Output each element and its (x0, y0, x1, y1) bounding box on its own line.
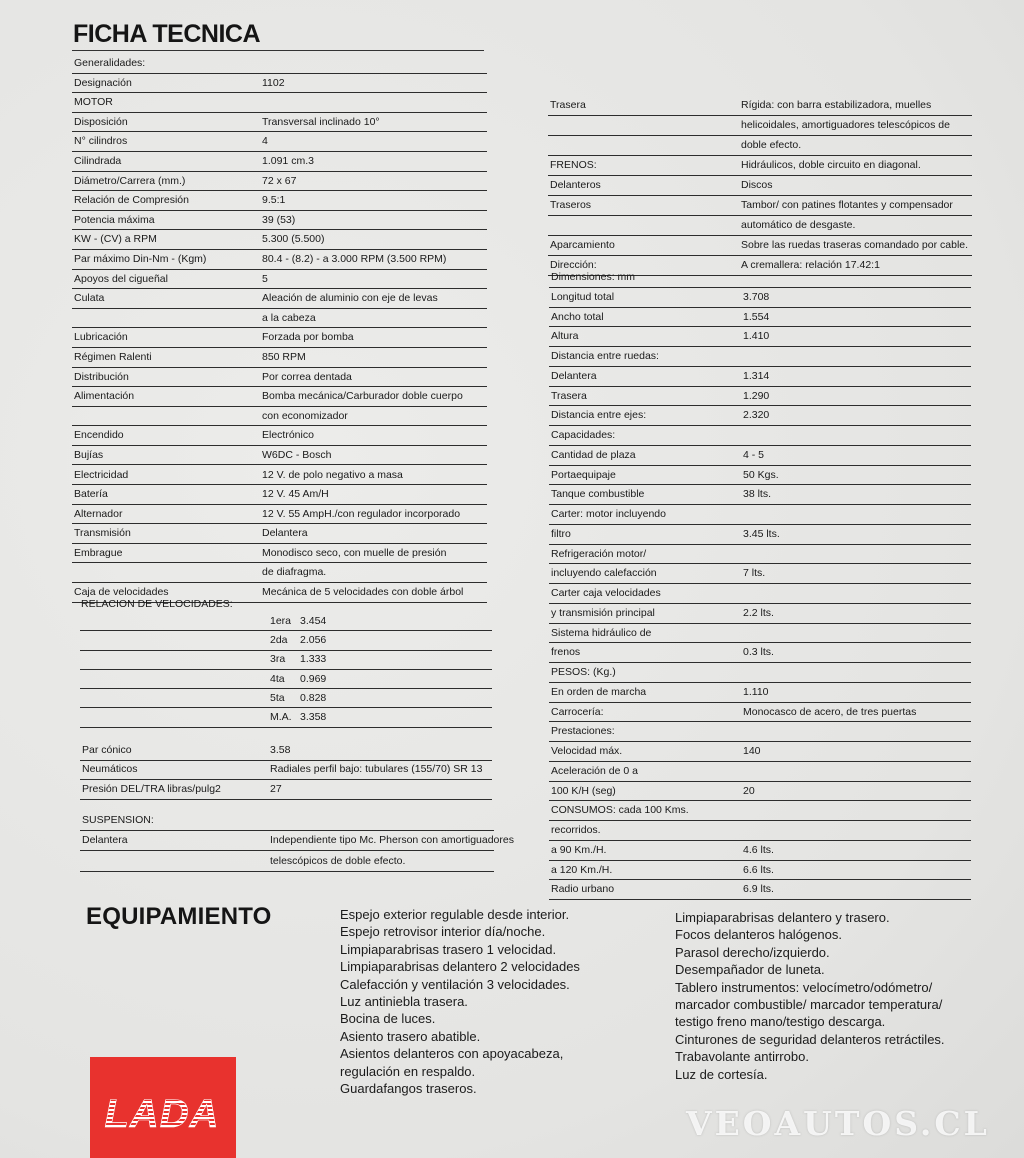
spec-value: 20 (743, 784, 755, 797)
spec-row (80, 761, 492, 781)
spec-value: 80.4 - (8.2) - a 3.000 RPM (3.500 RPM) (262, 252, 447, 265)
spec-row (72, 250, 487, 270)
spec-label: PESOS: (Kg.) (551, 666, 616, 679)
spec-row (72, 270, 487, 290)
spec-label: a 90 Km./H. (551, 843, 607, 856)
spec-row (72, 485, 487, 505)
spec-value: 850 RPM (262, 350, 306, 363)
gear-ratios-table (80, 612, 492, 728)
spec-value: doble efecto. (741, 139, 802, 152)
gear-name: 5ta (270, 691, 285, 704)
spec-row (548, 96, 972, 116)
spec-row (72, 387, 487, 407)
spec-value: 1.091 cm.3 (262, 155, 314, 168)
spec-row (80, 780, 492, 800)
spec-row (72, 446, 487, 466)
spec-row (72, 328, 487, 348)
spec-label: Capacidades: (551, 429, 616, 442)
spec-value: 3.708 (743, 290, 770, 303)
spec-value: 12 V. de polo negativo a masa (262, 468, 403, 481)
spec-row (549, 604, 971, 624)
equipment-item: Calefacción y ventilación 3 velocidades. (340, 976, 570, 992)
spec-label: En orden de marcha (551, 685, 647, 698)
spec-row (548, 196, 972, 216)
spec-row (549, 485, 971, 505)
spec-label: Caja de velocidades (74, 586, 169, 599)
watermark: VEOAUTOS.CL (686, 1104, 990, 1143)
spec-label: Prestaciones: (551, 725, 615, 738)
spec-value: 0.3 lts. (743, 646, 774, 659)
spec-label: Lubricación (74, 331, 128, 344)
spec-label: Tanque combustible (551, 488, 645, 501)
spec-label: N° cilindros (74, 135, 128, 148)
spec-value: W6DC - Bosch (262, 448, 332, 461)
spec-row (72, 113, 487, 133)
spec-value: 6.6 lts. (743, 863, 774, 876)
spec-value: con economizador (262, 409, 348, 422)
spec-value: Monodisco seco, con muelle de presión (262, 546, 447, 559)
spec-label: Traseros (550, 199, 592, 212)
spec-value: Delantera (262, 527, 308, 540)
equipment-item: Limpiaparabrisas trasero 1 velocidad. (340, 941, 557, 957)
spec-row (549, 466, 971, 486)
spec-value: 5 (262, 272, 268, 285)
gear-ratio: 0.828 (300, 691, 327, 704)
spec-row (72, 544, 487, 564)
spec-label: Batería (74, 488, 108, 501)
gear-row (80, 612, 492, 631)
spec-label: MOTOR (74, 96, 113, 109)
spec-label: SUSPENSION: (82, 813, 154, 826)
equipment-item: Limpiaparabrisas delantero y trasero. (675, 910, 890, 925)
spec-label: Longitud total (551, 290, 615, 303)
spec-row (549, 545, 971, 565)
spec-value: 39 (53) (262, 213, 296, 226)
spec-label: incluyendo calefacción (551, 567, 657, 580)
spec-label: 100 K/H (seg) (551, 784, 616, 797)
spec-label: y transmisión principal (551, 606, 655, 619)
spec-label: Distancia entre ruedas: (551, 350, 659, 363)
spec-row (549, 347, 971, 367)
spec-label: Dirección: (550, 259, 597, 272)
spec-value: 12 V. 55 AmpH./con regulador incorporado (262, 507, 461, 520)
spec-row (549, 564, 971, 584)
gear-row (80, 670, 492, 689)
spec-row (80, 741, 492, 761)
spec-row (549, 683, 971, 703)
spec-label: Carter: motor incluyendo (551, 508, 666, 521)
spec-label: Embrague (74, 546, 123, 559)
spec-row (549, 268, 971, 288)
spec-row (72, 368, 487, 388)
spec-value: 4 - 5 (743, 448, 765, 461)
spec-label: Alimentación (74, 390, 135, 403)
spec-row (549, 505, 971, 525)
spec-value: Monocasco de acero, de tres puertas (743, 705, 917, 718)
equipment-item: Espejo retrovisor interior día/noche. (340, 924, 546, 940)
equipment-item: testigo freno mano/testigo descarga. (675, 1014, 886, 1030)
spec-label: CONSUMOS: cada 100 Kms. (551, 804, 689, 817)
spec-row (548, 216, 972, 236)
spec-label: Distribución (74, 370, 129, 383)
spec-row (549, 387, 971, 407)
spec-value: 4.6 lts. (743, 843, 774, 856)
spec-row (549, 288, 971, 308)
equipment-item: Limpiaparabrisas delantero 2 velocidades (340, 959, 580, 975)
spec-label: Relación de Compresión (74, 194, 189, 207)
spec-value: Bomba mecánica/Carburador doble cuerpo (262, 390, 463, 403)
spec-label: KW - (CV) a RPM (74, 233, 157, 246)
spec-value: 6.9 lts. (743, 883, 774, 896)
spec-value: 1.410 (743, 330, 770, 343)
spec-value: Tambor/ con patines flotantes y compensador (741, 199, 953, 212)
spec-row (72, 132, 487, 152)
gear-ratios-title: RELACION DE VELOCIDADES: (81, 598, 233, 610)
spec-row (72, 289, 487, 309)
spec-label: Régimen Ralenti (74, 350, 152, 363)
gear-ratio: 2.056 (300, 634, 327, 647)
spec-label: Presión DEL/TRA libras/pulg2 (82, 782, 221, 795)
gear-row (80, 631, 492, 650)
spec-value: Independiente tipo Mc. Pherson con amortiguadores (270, 834, 514, 847)
spec-label: Cantidad de plaza (551, 448, 636, 461)
equipment-item: Desempañador de luneta. (675, 962, 825, 978)
spec-label: Neumáticos (82, 763, 138, 776)
spec-row (549, 722, 971, 742)
spec-value: 27 (270, 782, 282, 795)
spec-value: 1.554 (743, 310, 770, 323)
right-spec-table-2 (549, 268, 971, 900)
equipment-item: Espejo exterior regulable desde interior. (340, 907, 570, 922)
spec-label: Refrigeración motor/ (551, 547, 647, 560)
spec-row (549, 525, 971, 545)
spec-row (72, 54, 487, 74)
gear-row (80, 708, 492, 727)
spec-row (549, 782, 971, 802)
equipment-item: Guardafangos traseros. (340, 1081, 477, 1097)
spec-row (549, 624, 971, 644)
spec-value: 50 Kgs. (743, 468, 779, 481)
lada-logo-mark (90, 1057, 236, 1158)
spec-label: Delanteros (550, 179, 601, 192)
spec-row (549, 367, 971, 387)
spec-row (80, 810, 494, 831)
spec-row (548, 156, 972, 176)
equipment-item: Luz de cortesía. (675, 1066, 768, 1082)
gear-ratio: 3.454 (300, 614, 327, 627)
spec-row (549, 446, 971, 466)
gear-name: 4ta (270, 672, 285, 685)
spec-label: Delantera (551, 369, 597, 382)
spec-label: Dimensiones: mm (551, 271, 636, 284)
spec-label: Disposición (74, 115, 128, 128)
spec-label: Distancia entre ejes: (551, 409, 647, 422)
spec-label: Trasera (551, 389, 587, 402)
spec-row (72, 505, 487, 525)
equipment-item: Parasol derecho/izquierdo. (675, 944, 830, 960)
spec-label: Potencia máxima (74, 213, 155, 226)
spec-value: Radiales perfil bajo: tubulares (155/70) SR 13 (270, 763, 483, 776)
spec-row (72, 426, 487, 446)
spec-row (549, 426, 971, 446)
spec-label: Carter caja velocidades (551, 587, 661, 600)
spec-label: a 120 Km./H. (551, 863, 613, 876)
spec-row (72, 152, 487, 172)
spec-value: a la cabeza (262, 311, 316, 324)
equipment-item: Tablero instrumentos: velocímetro/odómetro/ (675, 979, 933, 995)
spec-value: Discos (741, 179, 773, 192)
gear-name: 1era (270, 614, 292, 627)
spec-value: 3.45 lts. (743, 527, 780, 540)
equipment-item: marcador combustible/ marcador temperatura/ (675, 997, 943, 1013)
spec-value: A cremallera: relación 17.42:1 (741, 259, 880, 272)
spec-label: Transmisión (74, 527, 131, 540)
spec-value: Mecánica de 5 velocidades con doble árbol (262, 586, 464, 599)
spec-row (549, 643, 971, 663)
suspension-table (80, 810, 514, 872)
spec-label: Radio urbano (551, 883, 615, 896)
spec-value: de diafragma. (262, 566, 327, 579)
spec-row (72, 348, 487, 368)
gear-name: M.A. (270, 711, 292, 724)
spec-row (548, 116, 972, 136)
spec-row (80, 831, 514, 852)
spec-label: Carrocería: (551, 705, 604, 718)
spec-row (549, 821, 971, 841)
page-title: FICHA TECNICA (73, 20, 261, 48)
spec-row (72, 524, 487, 544)
spec-value: Por correa dentada (262, 370, 352, 383)
spec-label: Par cónico (82, 743, 132, 756)
spec-row (549, 308, 971, 328)
spec-value: 1.314 (743, 369, 770, 382)
spec-row (72, 211, 487, 231)
equipment-item: Luz antiniebla trasera. (340, 994, 468, 1010)
gear-name: 3ra (270, 653, 286, 666)
right-spec-table (548, 96, 972, 276)
spec-label: Ancho total (551, 310, 604, 323)
spec-label: Electricidad (74, 468, 129, 481)
equipment-item: Asiento trasero abatible. (340, 1028, 481, 1044)
spec-value: automático de desgaste. (741, 219, 856, 232)
spec-row (549, 742, 971, 762)
gear-ratio: 0.969 (300, 672, 327, 685)
spec-value: helicoidales, amortiguadores telescópicos de (741, 119, 950, 132)
lada-logo (90, 1057, 236, 1158)
spec-row (549, 762, 971, 782)
spec-value: Forzada por bomba (262, 331, 354, 344)
title-divider (72, 50, 484, 51)
spec-value: 1102 (262, 76, 285, 89)
spec-label: Culata (74, 292, 105, 305)
spec-label: filtro (551, 527, 571, 540)
left-spec-table-2 (80, 741, 492, 800)
spec-value: 38 lts. (743, 488, 772, 501)
spec-value: Electrónico (262, 429, 314, 442)
spec-value: 9.5:1 (262, 194, 286, 207)
spec-label: Par máximo Din-Nm - (Kgm) (74, 252, 207, 265)
spec-value: Hidráulicos, doble circuito en diagonal. (741, 159, 921, 172)
spec-label: Alternador (74, 507, 123, 520)
spec-row (549, 841, 971, 861)
spec-value: 5.300 (5.500) (262, 233, 325, 246)
spec-row (72, 230, 487, 250)
spec-value: 2.2 lts. (743, 606, 774, 619)
equipment-list-1 (340, 906, 580, 1097)
spec-label: FRENOS: (550, 159, 597, 172)
spec-row (549, 406, 971, 426)
spec-value: 72 x 67 (262, 174, 297, 187)
spec-label: Altura (551, 330, 579, 343)
gear-ratio: 1.333 (300, 653, 327, 666)
gear-row (80, 689, 492, 708)
spec-row (549, 861, 971, 881)
spec-row (72, 309, 487, 329)
spec-row (72, 74, 487, 94)
spec-value: 4 (262, 135, 268, 148)
equipment-item: Asientos delanteros con apoyacabeza, (340, 1046, 564, 1062)
spec-value: 7 lts. (743, 567, 766, 580)
gear-name: 2da (270, 634, 288, 647)
equipment-title: EQUIPAMIENTO (86, 903, 272, 930)
spec-value: 12 V. 45 Am/H (262, 488, 329, 501)
spec-value: Rígida: con barra estabilizadora, muelles (741, 99, 932, 112)
spec-value: telescópicos de doble efecto. (270, 854, 406, 867)
spec-row (549, 663, 971, 683)
spec-label: Diámetro/Carrera (mm.) (74, 174, 186, 187)
spec-row (80, 851, 494, 872)
spec-label: Velocidad máx. (551, 745, 623, 758)
spec-label: Apoyos del cigueñal (74, 272, 168, 285)
spec-row (549, 801, 971, 821)
spec-row (72, 407, 487, 427)
spec-value: 140 (743, 745, 761, 758)
equipment-item: Cinturones de seguridad delanteros retráctiles. (675, 1031, 945, 1047)
gear-row (80, 651, 492, 670)
spec-value: 2.320 (743, 409, 770, 422)
equipment-item: Bocina de luces. (340, 1011, 436, 1027)
spec-row (72, 172, 487, 192)
spec-label: Sistema hidráulico de (551, 626, 652, 639)
spec-label: Portaequipaje (551, 468, 616, 481)
spec-label: Trasera (550, 99, 586, 112)
gear-ratio: 3.358 (300, 711, 327, 724)
spec-label: frenos (551, 646, 581, 659)
spec-row (549, 584, 971, 604)
svg-text:LADA: LADA (104, 1092, 220, 1136)
spec-label: Encendido (74, 429, 124, 442)
spec-label: recorridos. (551, 824, 601, 837)
spec-label: Aparcamiento (550, 239, 615, 252)
spec-row (548, 236, 972, 256)
left-spec-table (72, 54, 487, 603)
spec-row (548, 136, 972, 156)
spec-row (72, 465, 487, 485)
spec-row (72, 191, 487, 211)
spec-row (72, 93, 487, 113)
spec-row (549, 703, 971, 723)
equipment-list-2 (675, 909, 945, 1083)
spec-row (72, 563, 487, 583)
spec-label: Cilindrada (74, 155, 122, 168)
spec-value: Sobre las ruedas traseras comandado por cable. (741, 239, 969, 252)
spec-label: Designación (74, 76, 132, 89)
spec-value: Transversal inclinado 10° (262, 115, 380, 128)
spec-label: Delantera (82, 834, 128, 847)
spec-value: Aleación de aluminio con eje de levas (262, 292, 438, 305)
spec-row (549, 880, 971, 900)
equipment-item: regulación en respaldo. (340, 1063, 476, 1079)
spec-row (549, 327, 971, 347)
spec-value: 1.290 (743, 389, 770, 402)
spec-label: Generalidades: (74, 57, 146, 70)
spec-row (548, 176, 972, 196)
spec-label: Aceleración de 0 a (551, 764, 638, 777)
spec-value: 3.58 (270, 743, 291, 756)
spec-value: 1.110 (743, 685, 769, 698)
equipment-item: Trabavolante antirrobo. (675, 1049, 809, 1065)
spec-label: Bujías (74, 448, 104, 461)
equipment-item: Focos delanteros halógenos. (675, 927, 842, 943)
